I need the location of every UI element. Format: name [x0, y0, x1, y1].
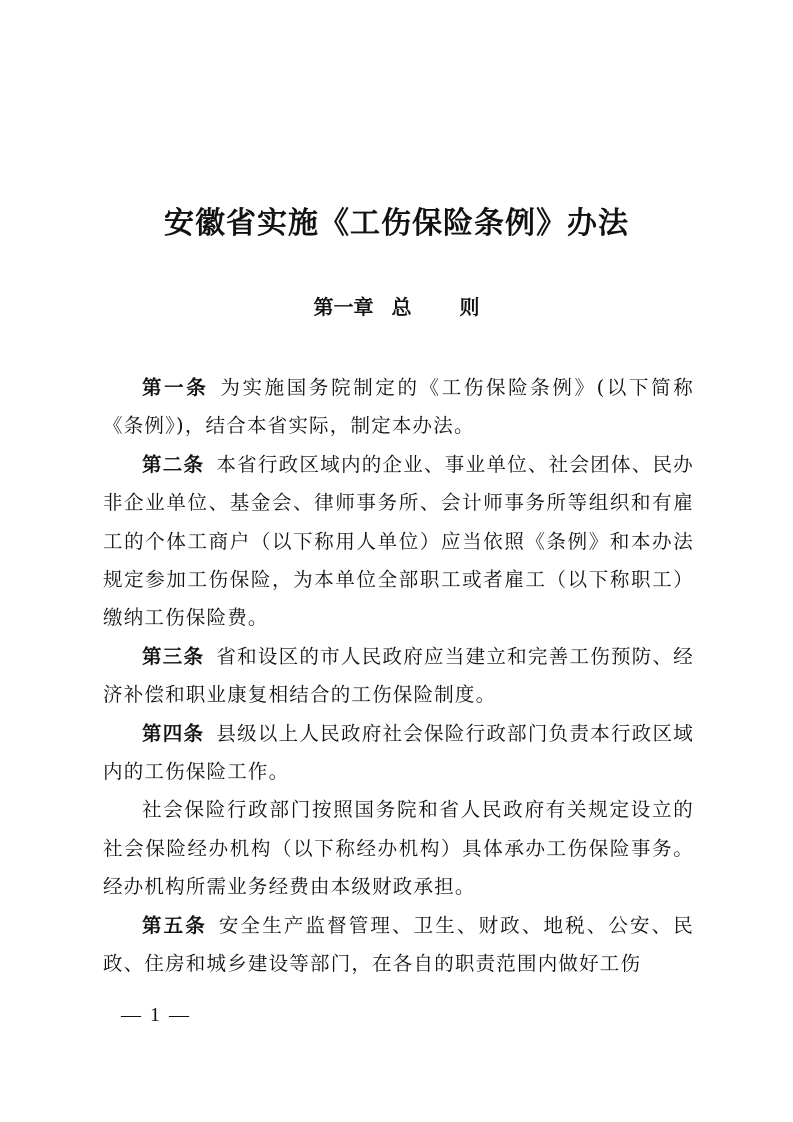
article-text: 为实施国务院制定的《工伤保险条例》(以下简称《条例》)，结合本省实际，制定本办法。	[103, 376, 694, 438]
article-text: 县级以上人民政府社会保险行政部门负责本行政区域内的工伤保险工作。	[103, 721, 694, 784]
page-number: — 1 —	[121, 1004, 191, 1026]
article-2-paragraph	[103, 446, 694, 638]
chapter-name-part2: 则	[459, 295, 480, 319]
article-text: 社会保险行政部门按照国务院和省人民政府有关规定设立的社会保险经办机构（以下称经办机构）具体承办工伤保险事务。经办机构所需业务经费由本级财政承担。	[103, 798, 694, 899]
article-number: 第二条	[142, 452, 205, 476]
article-text: 本省行政区域内的企业、事业单位、社会团体、民办非企业单位、基金会、律师事务所、会计师事务所等组织和有雇工的个体工商户（以下称用人单位）应当依照《条例》和本办法规定参加工伤保险，为本单位全部职工或者雇工（以下称职工）缴纳工伤保险费。	[103, 452, 694, 630]
article-4-paragraph	[103, 715, 694, 792]
article-number: 第四条	[142, 721, 205, 745]
article-number: 第五条	[142, 913, 207, 937]
document-title: 安徽省实施《工伤保险条例》办法	[164, 206, 629, 241]
document-body	[103, 369, 694, 984]
chapter-heading	[0, 292, 793, 322]
article-text: 省和设区的市人民政府应当建立和完善工伤预防、经济补偿和职业康复相结合的工伤保险制度。	[103, 644, 694, 707]
article-number: 第一条	[142, 376, 209, 399]
chapter-name-part1: 总	[391, 295, 412, 319]
article-1-paragraph	[103, 369, 694, 446]
article-3-paragraph	[103, 638, 694, 715]
article-4-continuation-paragraph	[103, 791, 694, 906]
article-text: 安全生产监督管理、卫生、财政、地税、公安、民政、住房和城乡建设等部门，在各自的职责范围内做好工伤	[103, 913, 694, 976]
article-5-paragraph	[103, 907, 694, 984]
article-number: 第三条	[142, 644, 205, 668]
chapter-number: 第一章	[313, 295, 374, 319]
